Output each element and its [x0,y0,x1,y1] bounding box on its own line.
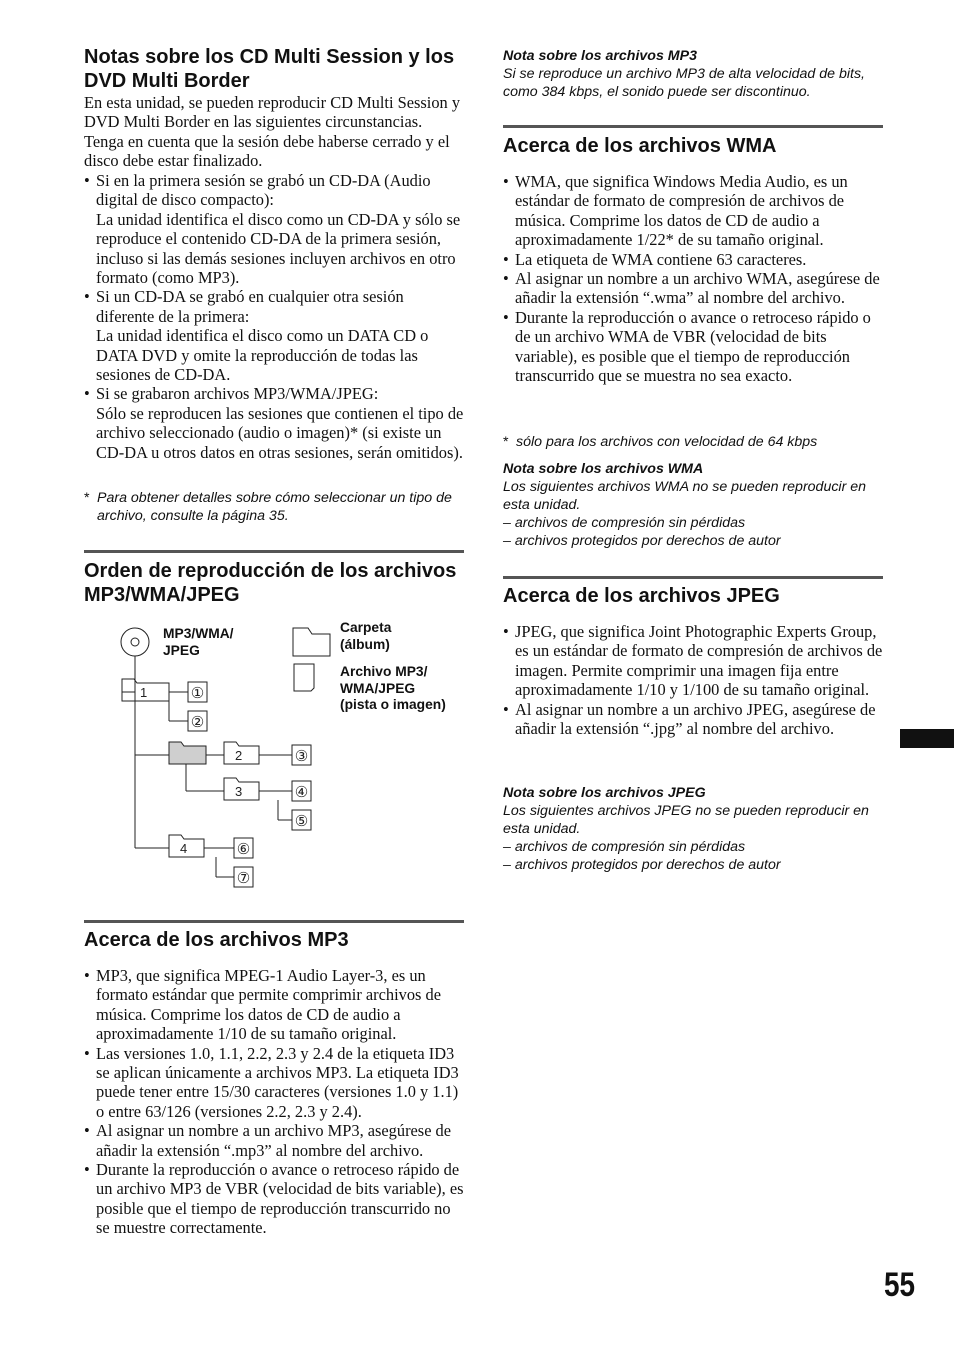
note-heading: Nota sobre los archivos JPEG [503,785,706,801]
disc-label: MP3/WMA/ JPEG [163,626,234,658]
page-number: 55 [884,1266,916,1304]
multisession-heading: Notas sobre los CD Multi Session y los DVD Multi Border [84,46,455,92]
footnote-text: Para obtener detalles sobre cómo seleccionar un tipo de archivo, consulte la página 35. [97,490,452,524]
multisession-footnote [84,489,477,525]
item-lead: Si en la primera sesión se grabó un CD-DA (Audio digital de disco compacto): [96,171,431,210]
jpeg-heading: Acerca de los archivos JPEG [503,585,780,607]
list-item: • Al asignar un nombre a un archivo WMA, asegúrese de añadir la extensión “.wma” al nombre del archivo. [503,269,883,308]
item-detail: Sólo se reproducen las sesiones que contienen el tipo de archivo seleccionado (audio o imagen)* (si existe un CD-DA u otros datos en otras sesiones, serán omitidos). [96,403,464,462]
footnote-text: sólo para los archivos con velocidad de 64 kbps [516,434,818,450]
wma-footnote [503,433,896,451]
note-line: – archivos protegidos por derechos de autor [503,857,781,873]
note-heading: Nota sobre los archivos WMA [503,461,704,477]
section-rule [84,920,464,923]
folder-icon [169,742,206,764]
disc-icon [121,628,149,656]
list-item [84,171,464,287]
folder-tree-diagram [84,618,464,898]
jpeg-list [503,622,883,738]
note-heading: Nota sobre los archivos MP3 [503,48,697,64]
list-item: • Al asignar un nombre a un archivo JPEG, asegúrese de añadir la extensión “.jpg” al nombre del archivo. [503,700,883,739]
note-line: Los siguientes archivos JPEG no se pueden reproducir en esta unidad. [503,803,869,837]
side-tab-marker [900,729,954,748]
note-line: – archivos protegidos por derechos de autor [503,533,781,549]
footnote-mark: * [84,490,90,506]
list-item: • Las versiones 1.0, 1.1, 2.2, 2.3 y 2.4 de la etiqueta ID3 se aplican únicamente a archivos MP3. La etiqueta ID3 puede tener entre 15/30 caracteres (versiones 1.0 y 1.1) o entre 63/126 (versiones 2.2, 2.3 y 2.4). [84,1044,464,1122]
note-line: Los siguientes archivos WMA no se pueden reproducir en esta unidad. [503,479,867,513]
wma-note [503,460,888,550]
note-line: – archivos de compresión sin pérdidas [503,515,746,531]
multisession-list [84,171,464,462]
file-label: ⑤ [294,812,309,830]
list-item: • JPEG, que significa Joint Photographic Experts Group, es un estándar de formato de compresión de archivos de imagen. Permite comprimir una imagen fija entre aproximadamente 1/10 y 1/100 de su tamaño original. [503,622,883,700]
folder-legend-icon [293,628,330,656]
mp3-list [84,966,464,1238]
list-item [84,287,464,384]
file-label: ④ [294,783,309,801]
list-item: • Al asignar un nombre a un archivo MP3, asegúrese de añadir la extensión “.mp3” al nombre del archivo. [84,1121,464,1160]
jpeg-note [503,784,888,874]
wma-list [503,172,883,385]
folder-legend-label: Carpeta (álbum) [340,620,392,652]
folder-label: 3 [235,784,243,799]
note-line: – archivos de compresión sin pérdidas [503,839,746,855]
file-legend-label: Archivo MP3/ WMA/JPEG (pista o imagen) [340,664,446,712]
item-lead: Si se grabaron archivos MP3/WMA/JPEG: [96,384,379,404]
item-lead: Si un CD-DA se grabó en cualquier otra sesión diferente de la primera: [96,287,404,326]
section-rule [503,125,883,128]
file-label: ⑥ [236,840,251,858]
section-rule [84,550,464,553]
folder-label: 1 [140,685,148,700]
list-item: • Durante la reproducción o avance o retroceso rápido o de un archivo WMA de VBR (velocidad de bits variable), es posible que el tiempo de reproducción transcurrido que se muestra no sea exacto. [503,308,883,386]
wma-heading: Acerca de los archivos WMA [503,135,777,157]
mp3-heading: Acerca de los archivos MP3 [84,929,349,951]
file-label: ③ [294,747,309,765]
folder-label: 4 [180,841,188,856]
note-text: Si se reproduce un archivo MP3 de alta velocidad de bits, como 384 kbps, el sonido puede ser discontinuo. [503,66,865,100]
file-label: ⑦ [236,869,251,887]
list-item: • WMA, que significa Windows Media Audio, es un estándar de formato de compresión de archivos de música. Comprime los datos de CD de audio a aproximadamente 1/22* de su tamaño original. [503,172,883,250]
file-legend-icon [294,664,314,691]
section-rule [503,576,883,579]
list-item [84,384,464,462]
folder-tree-svg [84,618,464,898]
item-detail: La unidad identifica el disco como un DATA CD o DATA DVD y omite la reproducción de todas las sesiones de CD-DA. [96,326,429,385]
list-item: • Durante la reproducción o avance o retroceso rápido de un archivo MP3 de VBR (velocidad de bits variable), es posible que el tiempo de reproducción transcurrido no se muestre correctamente. [84,1160,464,1238]
order-heading: Orden de reproducción de los archivos MP3/WMA/JPEG [84,560,457,606]
folder-label: 2 [235,748,243,763]
item-detail: La unidad identifica el disco como un CD-DA y sólo se reproduce el contenido CD-DA de la primera sesión, incluso si las demás sesiones incluyen archivos en otro formato (como MP3). [96,209,461,288]
list-item: • MP3, que significa MPEG-1 Audio Layer-3, es un formato estándar que permite comprimir archivos de música. Comprime los datos de CD de audio a aproximadamente 1/10 de su tamaño original. [84,966,464,1044]
multisession-intro: En esta unidad, se pueden reproducir CD Multi Session y DVD Multi Border en las siguientes circunstancias. Tenga en cuenta que la sesión debe haberse cerrado y el disco debe estar finalizado. [84,93,461,171]
footnote-mark: * [503,434,509,450]
file-label: ② [190,713,205,731]
list-item: • La etiqueta de WMA contiene 63 caracteres. [503,250,883,269]
file-label: ① [190,684,205,702]
mp3-note [503,47,888,101]
